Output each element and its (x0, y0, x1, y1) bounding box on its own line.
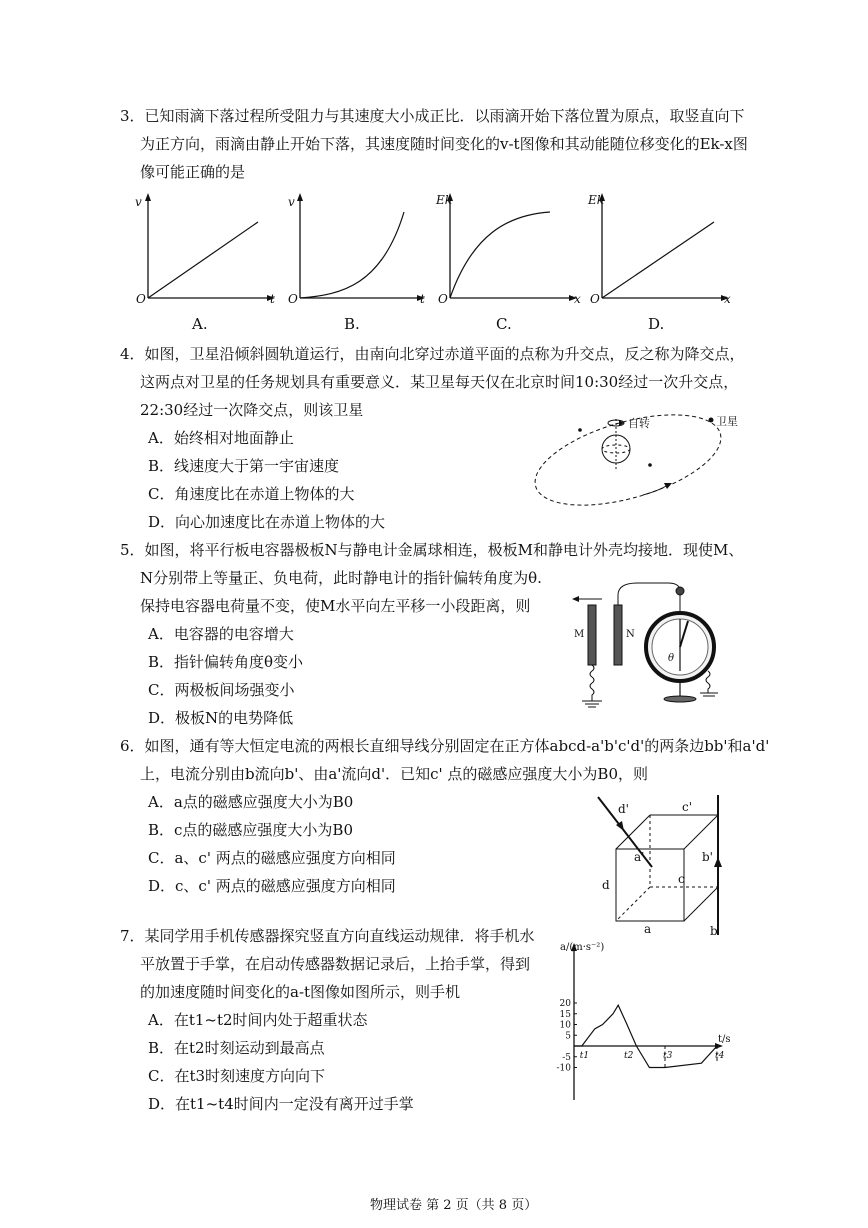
label-d: d (602, 878, 610, 892)
label-c: c (678, 872, 685, 886)
satellite-label: 卫星 (716, 415, 738, 428)
q5-electrometer-figure (568, 575, 738, 710)
q3-line1: 3．已知雨滴下落过程所受阻力与其速度大小成正比．以雨滴开始下落位置为原点，取竖直向下 (120, 107, 745, 125)
electrometer-knob (676, 587, 684, 595)
q7-line2: 平放置于手掌，在启动传感器数据记录后，上抬手掌，得到 (140, 955, 531, 973)
at-ylabel: a/(m·s⁻²) (560, 942, 605, 953)
q5-option-b: B．指针偏转角度θ变小 (148, 653, 304, 671)
label-c1: c' (682, 800, 693, 814)
q6-line2: 上，电流分别由b流向b'、由a'流向d'．已知c' 点的磁感应强度大小为B0，则 (140, 765, 648, 783)
label-a: a (644, 922, 652, 936)
page-footer: 物理试卷 第 2 页（共 8 页） (370, 1198, 538, 1213)
at-ytick-label: 5 (565, 1031, 571, 1042)
satellite-icon (709, 418, 714, 423)
q3-graph-b (282, 190, 432, 310)
q3c-origin: O (438, 292, 448, 306)
q6-line1: 6．如图，通有等大恒定电流的两根长直细导线分别固定在正方体abcd-a'b'c'd'的两条边bb'和a'd' (120, 737, 770, 755)
at-xtick-label: t3 (663, 1051, 673, 1061)
label-a1: a' (634, 850, 645, 864)
q3d-line (602, 222, 714, 298)
q6-cube-figure (590, 795, 730, 940)
plate-m-label: M (574, 629, 585, 640)
q3-label-b: B. (344, 315, 360, 333)
q3-label-d: D. (648, 315, 665, 333)
q3c-ylabel: Ek (436, 193, 453, 207)
label-b1: b' (702, 850, 713, 864)
q6-option-a: A．a点的磁感应强度大小为B0 (148, 793, 354, 811)
plate-m (588, 605, 596, 665)
q7-option-a: A．在t1~t2时间内处于超重状态 (148, 1011, 368, 1029)
q3b-origin: O (288, 292, 298, 306)
q4-option-c: C．角速度比在赤道上物体的大 (148, 485, 355, 503)
q3a-line (148, 222, 258, 298)
q3-graph-a (130, 190, 280, 310)
q3c-xlabel: x (574, 292, 581, 306)
q3d-xlabel: x (724, 292, 731, 306)
q3-line2: 为正方向，雨滴由静止开始下落，其速度随时间变化的v-t图像和其动能随位移变化的Ek-x图 (140, 135, 748, 153)
q4-line3: 22:30经过一次降交点，则该卫星 (140, 401, 364, 419)
q3-line3: 像可能正确的是 (140, 163, 246, 181)
q6-option-b: B．c点的磁感应强度大小为B0 (148, 821, 353, 839)
q4-line2: 这两点对卫星的任务规划具有重要意义．某卫星每天仅在北京时间10:30经过一次升交点， (140, 373, 739, 391)
at-series-line (574, 1005, 717, 1067)
q3d-ylabel: Ek (588, 193, 605, 207)
plate-n (614, 605, 622, 665)
at-ytick-label: 20 (559, 999, 571, 1009)
q3-graph-c (432, 190, 582, 310)
label-b: b (710, 924, 718, 938)
at-xtick-label: t1 (579, 1051, 590, 1061)
at-ytick-label: 10 (559, 1020, 571, 1031)
q7-line3: 的加速度随时间变化的a-t图像如图所示，则手机 (140, 983, 461, 1001)
q5-option-d: D．极板N的电势降低 (148, 709, 294, 727)
q5-line3: 保持电容器电荷量不变，使M水平向左平移一小段距离，则 (140, 597, 531, 615)
q4-satellite-figure (528, 405, 738, 510)
q4-option-b: B．线速度大于第一宇宙速度 (148, 457, 340, 475)
at-xlabel: t/s (718, 1034, 731, 1045)
q3-graph-d (584, 190, 734, 310)
q3d-origin: O (590, 292, 600, 306)
q4-option-d: D．向心加速度比在赤道上物体的大 (148, 513, 386, 531)
q6-option-d: D．c、c' 两点的磁感应强度方向相同 (148, 877, 396, 895)
q3a-origin: O (136, 292, 146, 306)
at-xtick-label: t4 (715, 1051, 725, 1061)
q5-option-c: C．两极板间场强变小 (148, 681, 295, 699)
rotation-label: 自转 (628, 417, 650, 430)
theta-label: θ (668, 653, 675, 664)
q6-option-c: C．a、c' 两点的磁感应强度方向相同 (148, 849, 396, 867)
q3-label-a: A. (192, 315, 208, 333)
q7-option-d: D．在t1~t4时间内一定没有离开过手掌 (148, 1095, 414, 1113)
q7-option-b: B．在t2时刻运动到最高点 (148, 1039, 325, 1057)
q5-line1: 5．如图，将平行板电容器极板N与静电计金属球相连，极板M和静电计外壳均接地．现使M、 (120, 541, 744, 559)
q7-at-chart (556, 938, 736, 1106)
q7-line1: 7．某同学用手机传感器探究竖直方向直线运动规律．将手机水 (120, 927, 535, 945)
at-xtick-label: t2 (624, 1051, 634, 1061)
q7-option-c: C．在t3时刻速度方向向下 (148, 1067, 326, 1085)
q3b-curve (300, 212, 404, 298)
q3c-curve (450, 212, 550, 298)
q4-option-a: A．始终相对地面静止 (148, 429, 294, 447)
q3b-ylabel: v (288, 195, 295, 209)
orbit-ellipse (525, 397, 731, 523)
at-ytick-label: -5 (562, 1052, 571, 1063)
label-d1: d' (618, 802, 629, 816)
at-ytick-label: -10 (556, 1063, 571, 1074)
plate-n-label: N (626, 629, 635, 640)
q3a-xlabel: t (270, 292, 275, 306)
q5-line2: N分别带上等量正、负电荷，此时静电计的指针偏转角度为θ. (140, 569, 542, 587)
q3-label-c: C. (496, 315, 512, 333)
at-ytick-label: 15 (559, 1009, 571, 1020)
q4-line1: 4．如图，卫星沿倾斜圆轨道运行，由南向北穿过赤道平面的点称为升交点，反之称为降交点， (120, 345, 745, 363)
q5-option-a: A．电容器的电容增大 (148, 625, 294, 643)
q3a-ylabel: v (135, 195, 142, 209)
q3b-xlabel: t (420, 292, 425, 306)
